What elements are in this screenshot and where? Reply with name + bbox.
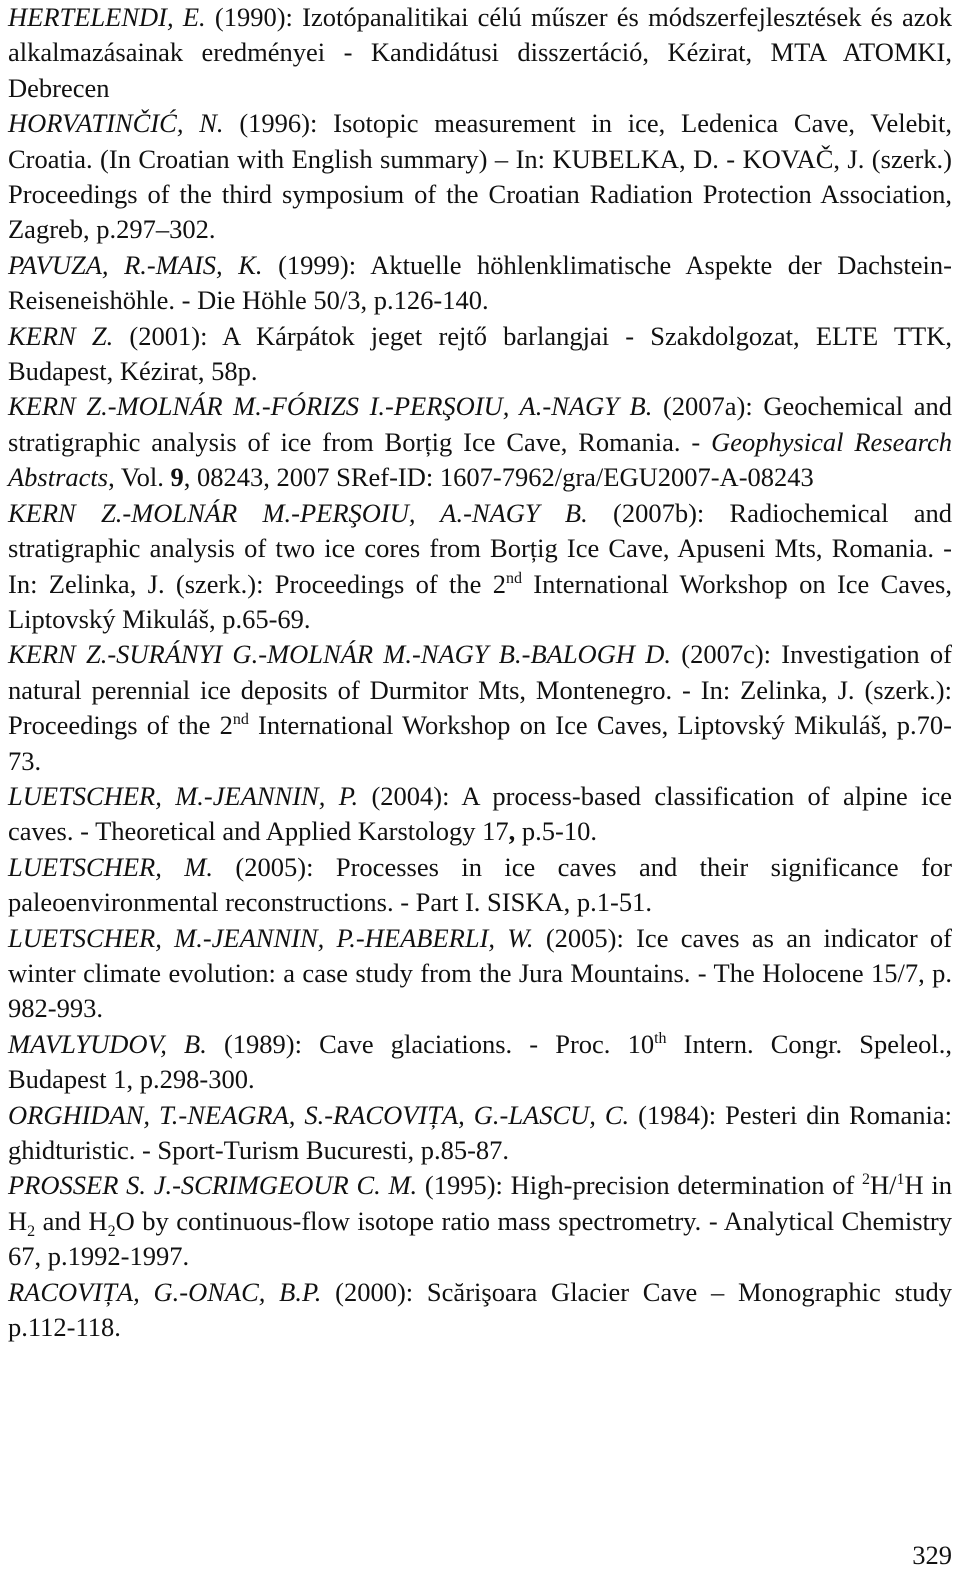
- reference-list: [8, 0, 952, 1345]
- reference-author: PAVUZA, R.-MAIS, K.: [8, 249, 263, 280]
- reference-volume: 9: [170, 462, 184, 493]
- reference-author: HERTELENDI, E.: [8, 2, 206, 32]
- reference-text: (1989): Cave glaciations. - Proc. 10: [206, 1028, 655, 1059]
- reference-author: KERN Z.: [8, 320, 114, 351]
- reference-horvatincic-1996: [8, 106, 952, 248]
- reference-text: p.5-10.: [515, 816, 597, 847]
- reference-pavuza-1999: [8, 248, 952, 319]
- reference-text: International Workshop on Ice Caves, Liptovský Mikuláš, p.70-73.: [8, 710, 952, 776]
- reference-text: , Vol.: [108, 462, 171, 493]
- reference-subscript: 2: [27, 1222, 36, 1240]
- reference-text: (1995): High-precision determination of: [417, 1170, 863, 1201]
- reference-kern-2007a: [8, 389, 952, 495]
- reference-luetscher-2004: [8, 779, 952, 850]
- reference-author: PROSSER S. J.-SCRIMGEOUR C. M.: [8, 1170, 418, 1201]
- reference-author: HORVATINČIĆ, N.: [8, 108, 224, 139]
- reference-text: H/: [870, 1170, 897, 1201]
- reference-text: (1996): Isotopic measurement in ice, Ledenica Cave, Velebit, Croatia. (In Croatian with English summary) – In: KUBELKA, D. - KOVAČ, J. (szerk.): [8, 108, 953, 174]
- reference-superscript: 2: [862, 1171, 871, 1189]
- reference-author: KERN Z.-MOLNÁR M.-FÓRIZS I.-PERŞOIU, A.-NAGY B.: [8, 391, 653, 422]
- reference-superscript: th: [654, 1029, 667, 1047]
- reference-text: (1984): Pesteri din Romania: ghidturistic. - Sport-Turism Bucuresti, p.85-87.: [8, 1099, 952, 1165]
- reference-text: (2004): A process-based classification of alpine ice caves. - Theoretical and Applied Karstology 17: [8, 780, 952, 847]
- reference-author: LUETSCHER, M.-JEANNIN, P.-HEABERLI, W.: [8, 922, 534, 953]
- reference-text: (1999): Aktuelle höhlenklimatische Aspekte der Dachstein-Reiseneishöhle. - Die Höhle 50/3, p.126-140.: [8, 249, 952, 316]
- reference-bold-comma: ,: [508, 816, 516, 847]
- reference-text: , 08243, 2007 SRef-ID: 1607-7962/gra/EGU2007-A-08243: [183, 462, 814, 493]
- reference-kern-2007b: [8, 496, 952, 638]
- reference-superscript: 1: [896, 1171, 905, 1189]
- reference-kern-2001: [8, 319, 952, 390]
- reference-luetscher-2005a: [8, 850, 952, 921]
- reference-text: (1990): Izotópanalitikai célú műszer és módszerfejlesztések és azok alkalmazásainak eredményei - Kandidátusi disszertáció, Kézirat, MTA ATOMKI, Debrecen: [8, 2, 953, 103]
- reference-text: and H: [35, 1205, 108, 1236]
- reference-racovita-2000: [8, 1275, 952, 1346]
- reference-mavlyudov-1989: [8, 1027, 952, 1098]
- reference-author: RACOVIȚA, G.-ONAC, B.P.: [8, 1276, 322, 1307]
- reference-text: (2005): Processes in ice caves and their significance for paleoenvironmental reconstructions. - Part I. SISKA, p.1-51.: [8, 851, 952, 918]
- reference-text: Proceedings of the third symposium of the Croatian Radiation Protection Association, Zagreb, p.297–302.: [8, 179, 952, 245]
- reference-text: (2005): Ice caves as an indicator of winter climate evolution: a case study from the Jura Mountains. - The Holocene 15/7, p. 982-993.: [8, 922, 953, 1024]
- reference-author: KERN Z.-SURÁNYI G.-MOLNÁR M.-NAGY B.-BALOGH D.: [8, 639, 671, 670]
- reference-author: MAVLYUDOV, B.: [8, 1028, 207, 1059]
- reference-author: KERN Z.-MOLNÁR M.-PERŞOIU, A.-NAGY B.: [8, 497, 588, 528]
- reference-text: (2000): Scărişoara Glacier Cave – Monographic study p.112-118.: [8, 1276, 952, 1343]
- reference-kern-2007c: [8, 637, 952, 779]
- reference-text: (2007b): Radiochemical and stratigraphic analysis of two ice cores from Borțig Ice Cave, Apuseni Mts, Romania. - In: Zelinka, J. (szerk.): Proceedings of the 2: [8, 497, 952, 599]
- reference-text: (2007c): Investigation of natural perennial ice deposits of Durmitor Mts, Montenegro. - In: Zelinka, J. (szerk.): Proceedings of the 2: [8, 639, 952, 741]
- reference-text: O by continuous-flow isotope ratio mass spectrometry. - Analytical Chemistry 67, p.1992-1997.: [8, 1205, 952, 1272]
- reference-prosser-1995: [8, 1168, 952, 1274]
- reference-text: International Workshop on Ice Caves, Liptovský Mikuláš, p.65-69.: [8, 568, 952, 634]
- reference-superscript: nd: [232, 711, 249, 729]
- reference-text: (2007a): Geochemical and stratigraphic analysis of ice from Borțig Ice Cave, Romania. -: [8, 391, 952, 457]
- reference-author: ORGHIDAN, T.-NEAGRA, S.-RACOVIȚA, G.-LASCU, C.: [8, 1099, 630, 1130]
- reference-hertelendi-1990: [8, 0, 952, 106]
- reference-text: (2001): A Kárpátok jeget rejtő barlangjai - Szakdolgozat, ELTE TTK, Budapest, Kézirat, 58p.: [8, 320, 952, 387]
- reference-author: LUETSCHER, M.: [8, 851, 213, 882]
- reference-text: H in H: [8, 1170, 952, 1236]
- reference-text: Intern. Congr. Speleol., Budapest 1, p.298-300.: [8, 1028, 952, 1095]
- reference-superscript: nd: [505, 569, 522, 587]
- page-number: 329: [912, 1540, 952, 1570]
- reference-author: LUETSCHER, M.-JEANNIN, P.: [8, 780, 359, 811]
- reference-subscript: 2: [107, 1222, 116, 1240]
- reference-journal: Geophysical Research Abstracts: [8, 426, 952, 493]
- reference-luetscher-2005b: [8, 921, 952, 1027]
- reference-orghidan-1984: [8, 1098, 952, 1169]
